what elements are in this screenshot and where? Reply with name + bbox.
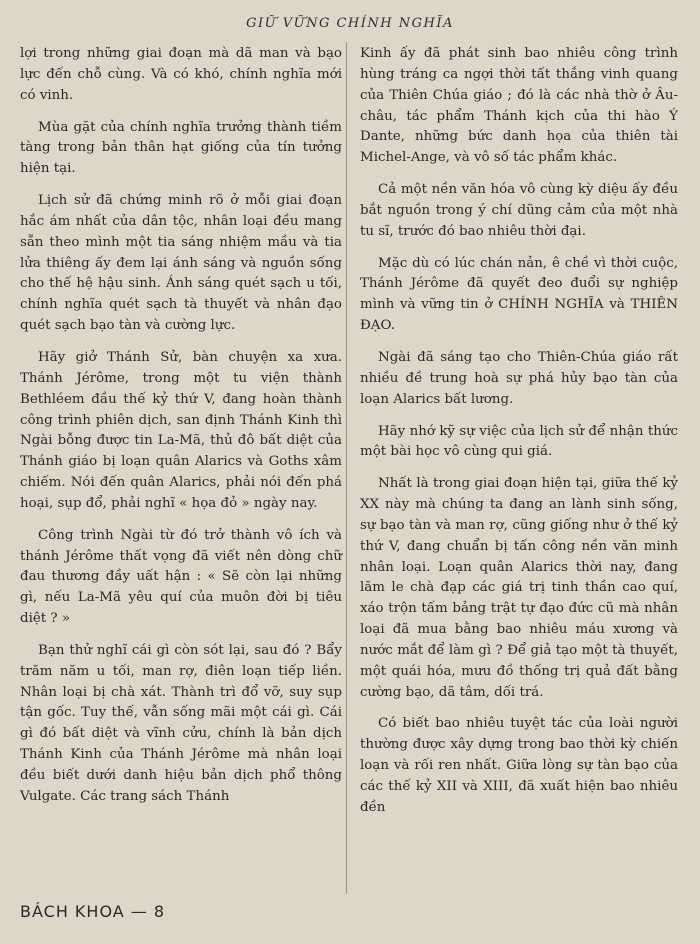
paragraph: Cả một nền văn hóa vô cùng kỳ diệu ấy đều bắt nguồn trong ý chí dũng cảm của một nhà tu sĩ, trước đó bao nhiêu thời đại. — [360, 182, 678, 239]
paragraph: Mùa gặt của chính nghĩa trưởng thành tiềm tàng trong bản thân hạt giống của tín tưởng hiện tại. — [20, 119, 342, 177]
paragraph: Bạn thử nghĩ cái gì còn sót lại, sau đó ? Bẩy trăm năm u tối, man rợ, điên loạn tiếp liền. Nhân loại bị chà xát. Thành trì đổ vỡ, suy sụp tận gốc. Tuy thế, vẫn sống mãi một cái gì. Cái gì đó bất diệt và vĩnh cửu, chính là bản dịch Thánh Kinh của Thánh Jérôme mà nhân loại đều biết dưới danh hiệu bản dịch phổ thông Vulgate. Các trang sách Thánh — [20, 642, 342, 804]
paragraph: Ngài đã sáng tạo cho Thiên-Chúa giáo rất nhiều đề trung hoà sự phá hủy bạo tàn của loạn Alarics bất lương. — [360, 349, 678, 407]
paragraph: Hãy nhớ kỹ sự việc của lịch sử để nhận thức một bài học vô cùng qui giá. — [360, 423, 678, 460]
page-footer: BÁCH KHOA — 8 — [20, 902, 166, 921]
paragraph: Nhất là trong giai đoạn hiện tại, giữa thế kỷ XX này mà chúng ta đang an lành sinh sống, sự bạo tàn và man rợ, cũng giống như ở thế kỷ thứ V, đang chuẩn bị tấn công nền văn minh nhân loại. Loạn quân Alarics thời nay, đang lăm le chà đạp các giá trị tinh thần cao quí, xáo trộn tấm bảng trật tự đạo đức cũ mà nhân loại đã mua bằng bao nhiêu máu xương và nước mắt để làm gì ? Để giả tạo một tà thuyết, một quái hóa, mưu đồ thống trị quả đất bằng cường bạo, dã tâm, dối trá. — [360, 476, 678, 700]
paragraph: Có biết bao nhiêu tuyệt tác của loài người thường được xây dựng trong bao thời kỳ chiến loạn và rối ren nhất. Giữa lòng sự tàn bạo của các thế kỷ XII và XIII, đã xuất hiện bao nhiêu đền — [360, 716, 678, 815]
running-header: GIỮ VỮNG CHÍNH NGHĨA — [246, 16, 454, 31]
paragraph: Lịch sử đã chứng minh rõ ở mỗi giai đoạn hắc ám nhất của dân tộc, nhân loại đều mang sẵn theo mình một tia sáng nhiệm mầu và tia lửa thiêng ấy đem lại ánh sáng và nguồn sống cho thế hệ hậu sinh. Ánh sáng quét sạch u tối, chính nghĩa quét sạch tà thuyết và nhân đạo quét sạch bạo tàn và cường lực. — [20, 193, 342, 334]
paragraph: Kinh ấy đã phát sinh bao nhiêu công trình hùng tráng ca ngợi thời tất thắng vinh quang của Thiên Chúa giáo ; đó là các nhà thờ ở Âu-châu, tác phẩm Thánh kịch của thi hào Ý Dante, những bức danh họa của thiên tài Michel-Ange, và vô số tác phẩm khác. — [360, 46, 678, 166]
right-column — [360, 44, 678, 830]
paragraph: lợi trong những giai đoạn mà dã man và bạo lực đến chỗ cùng. Và có khó, chính nghĩa mới có vinh. — [20, 46, 342, 103]
column-divider — [346, 42, 347, 894]
paragraph: Hãy giở Thánh Sử, bàn chuyện xa xưa. Thánh Jérôme, trong một tu viện thành Bethléem đầu thế kỷ thứ V, đang hoàn thành công trình phiên dịch, san định Thánh Kinh thì Ngài bỗng được tin La-Mã, thủ đô bất diệt của Thánh giáo bị loạn quân Alarics và Goths xâm chiếm. Nói đến quân Alarics, phải nói đến phá hoại, sụp đổ, phải nghĩ « họa đỏ » ngày nay. — [20, 349, 342, 511]
paragraph: Công trình Ngài từ đó trở thành vô ích và thánh Jérôme thất vọng đã viết nên dòng chữ đau thương đầy uất hận : « Sẽ còn lại những gì, nếu La-Mã yêu quí của muôn đời bị tiêu diệt ? » — [20, 527, 342, 627]
left-column — [20, 44, 342, 819]
paragraph: Mặc dù có lúc chán nản, ê chề vì thời cuộc, Thánh Jérôme đã quyết đeo đuổi sự nghiệp mình và vững tin ở CHÍNH NGHĨA và THIÊN ĐẠO. — [360, 255, 678, 334]
